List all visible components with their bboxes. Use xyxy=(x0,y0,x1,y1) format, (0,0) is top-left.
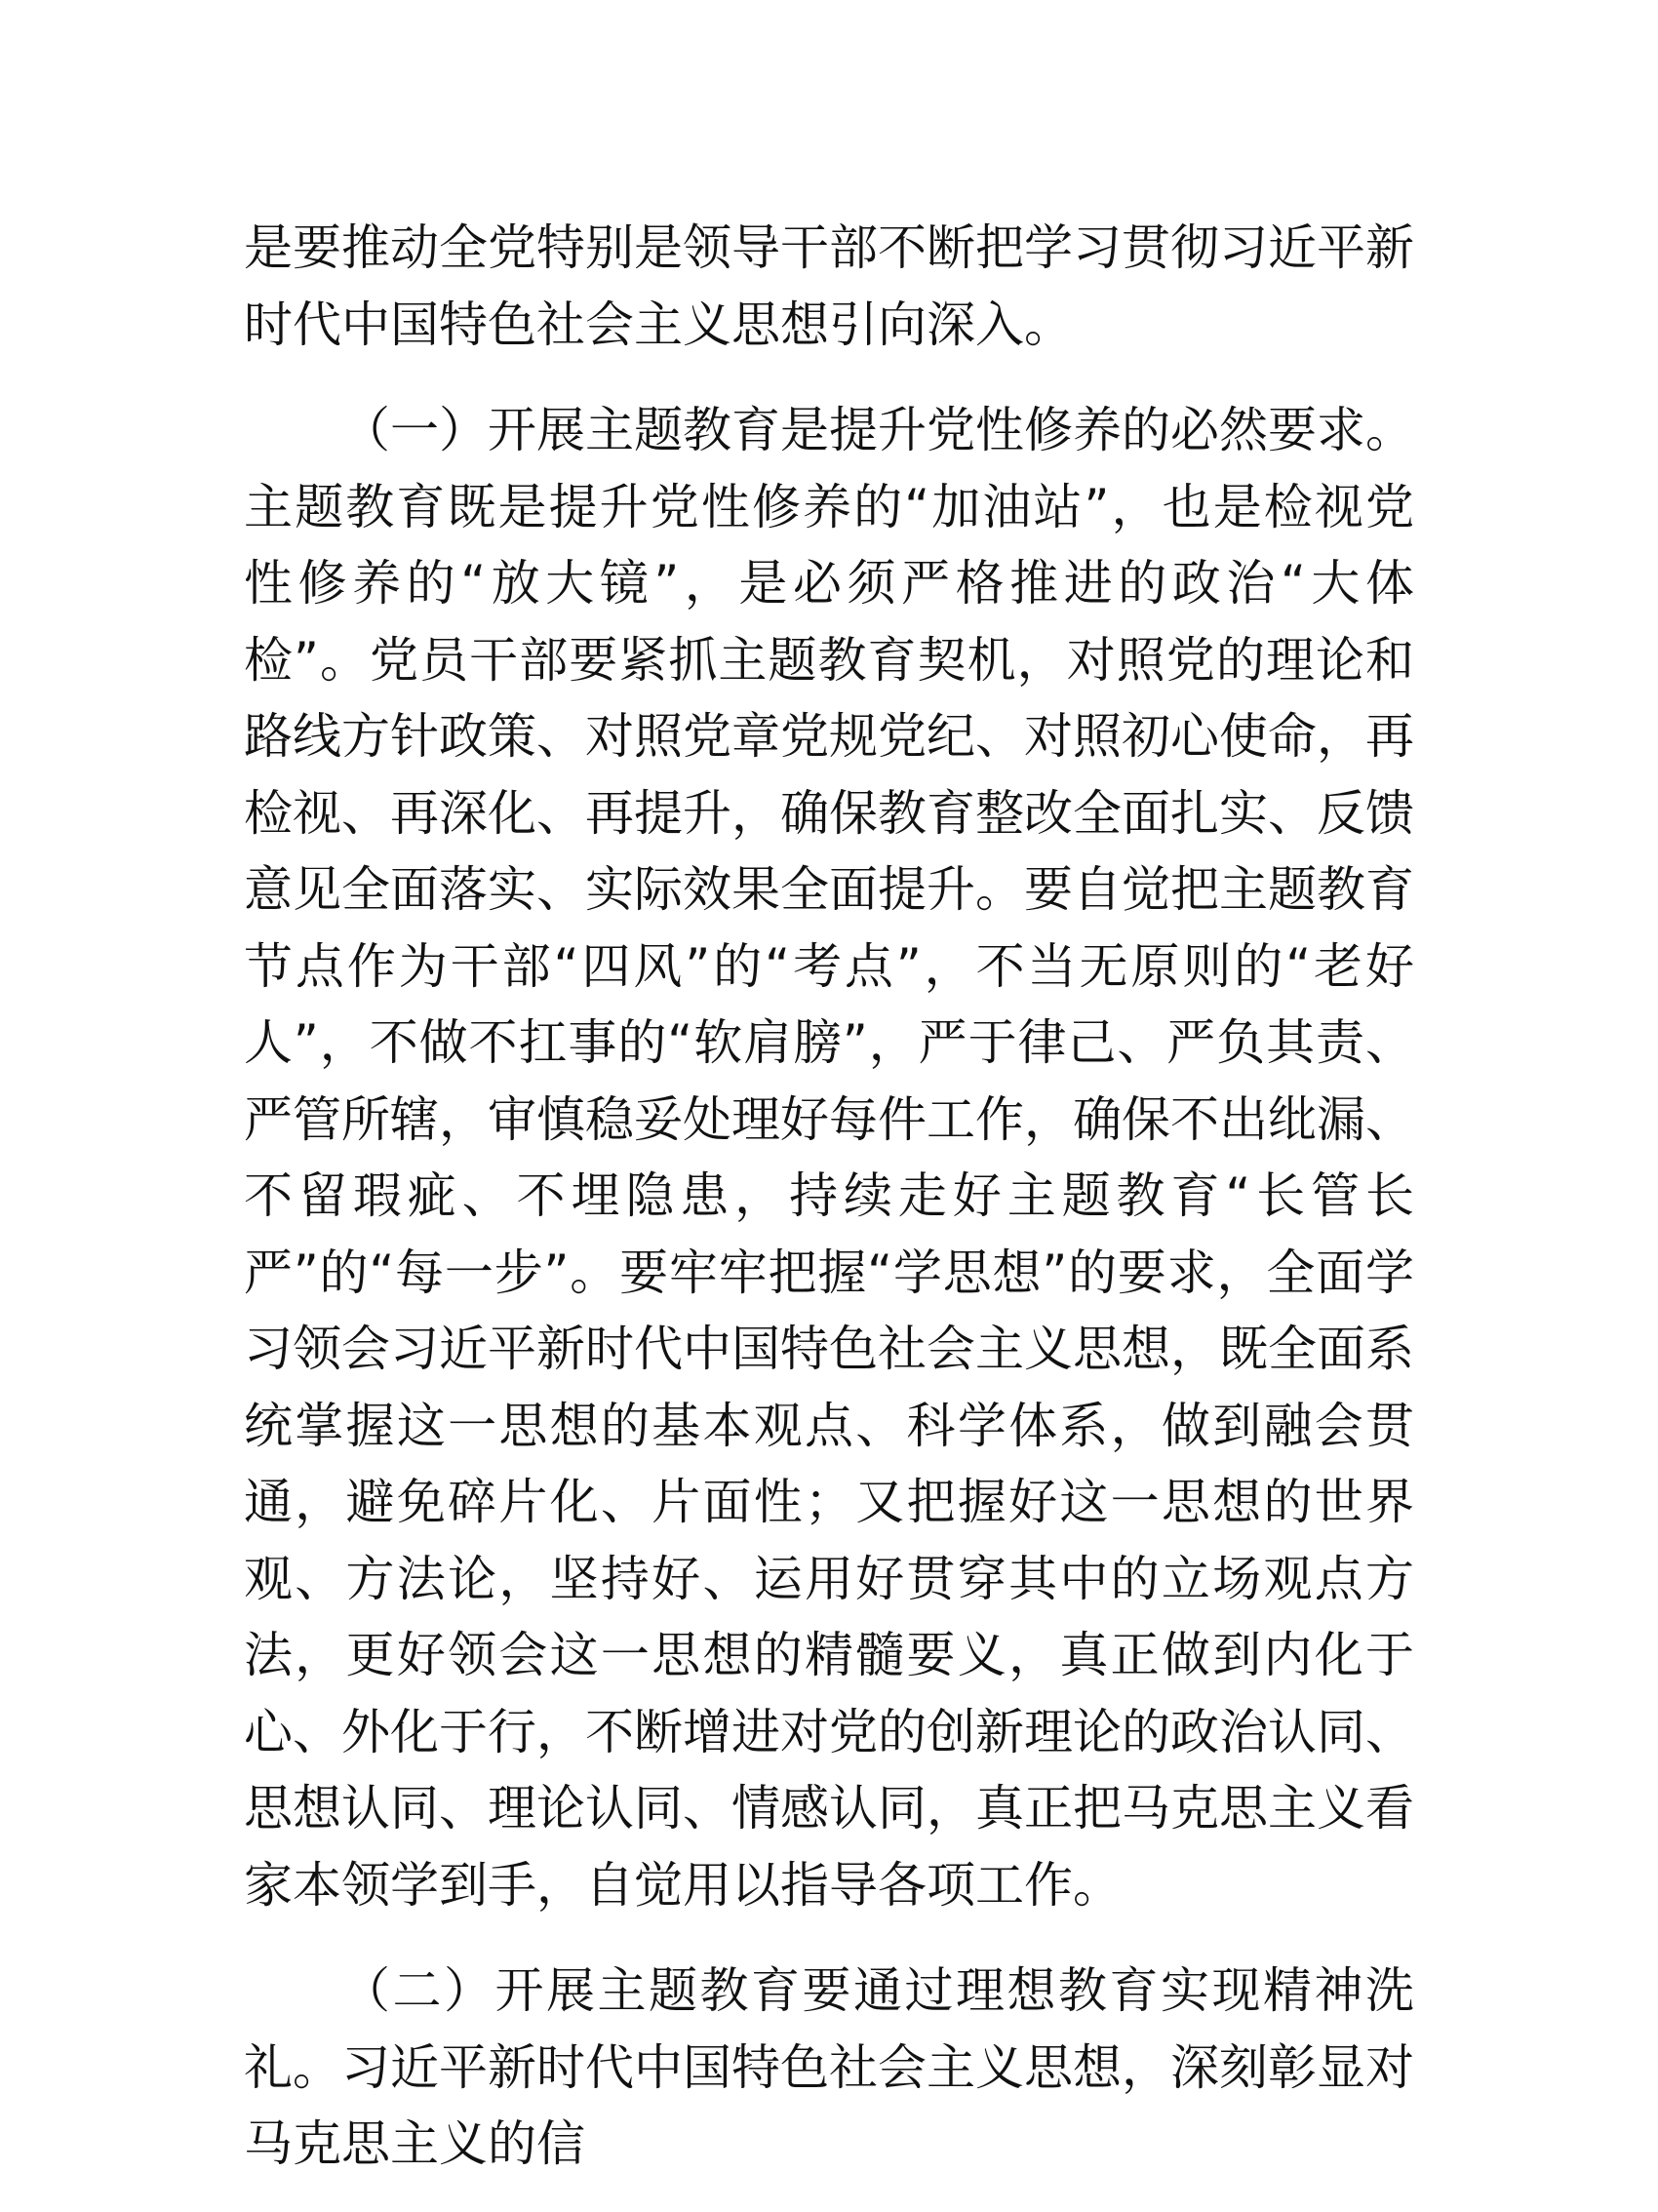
paragraph-section-one: （一）开展主题教育是提升党性修养的必然要求。主题教育既是提升党性修养的“加油站”，也是检视党性修养的“放大镜”，是必须严格推进的政治“大体检”。党员干部要紧抓主题教育契机，对照党的理论和路线方针政策、对照党章党规党纪、对照初心使命，再检视、再深化、再提升，确保教育整改全面扎实、反馈意见全面落实、实际效果全面提升。要自觉把主题教育节点作为干部“四风”的“考点”，不当无原则的“老好人”，不做不扛事的“软肩膀”，严于律己、严负其责、严管所辖，审慎稳妥处理好每件工作，确保不出纰漏、不留瑕疵、不埋隐患，持续走好主题教育“长管长严”的“每一步”。要牢牢把握“学思想”的要求，全面学习领会习近平新时代中国特色社会主义思想，既全面系统掌握这一思想的基本观点、科学体系，做到融会贯通，避免碎片化、片面性；又把握好这一思想的世界观、方法论，坚持好、运用好贯穿其中的立场观点方法，更好领会这一思想的精髓要义，真正做到内化于心、外化于行，不断增进对党的创新理论的政治认同、思想认同、理论认同、情感认同，真正把马克思主义看家本领学到手，自觉用以指导各项工作。 xyxy=(244,402,1414,1914)
paragraph-continued: 是要推动全党特别是领导干部不断把学习贯彻习近平新时代中国特色社会主义思想引向深入。 xyxy=(244,219,1414,353)
paragraph-section-two: （二）开展主题教育要通过理想教育实现精神洗礼。习近平新时代中国特色社会主义思想，深刻彰显对马克思主义的信 xyxy=(244,1962,1414,2172)
document-body xyxy=(244,210,1414,2212)
